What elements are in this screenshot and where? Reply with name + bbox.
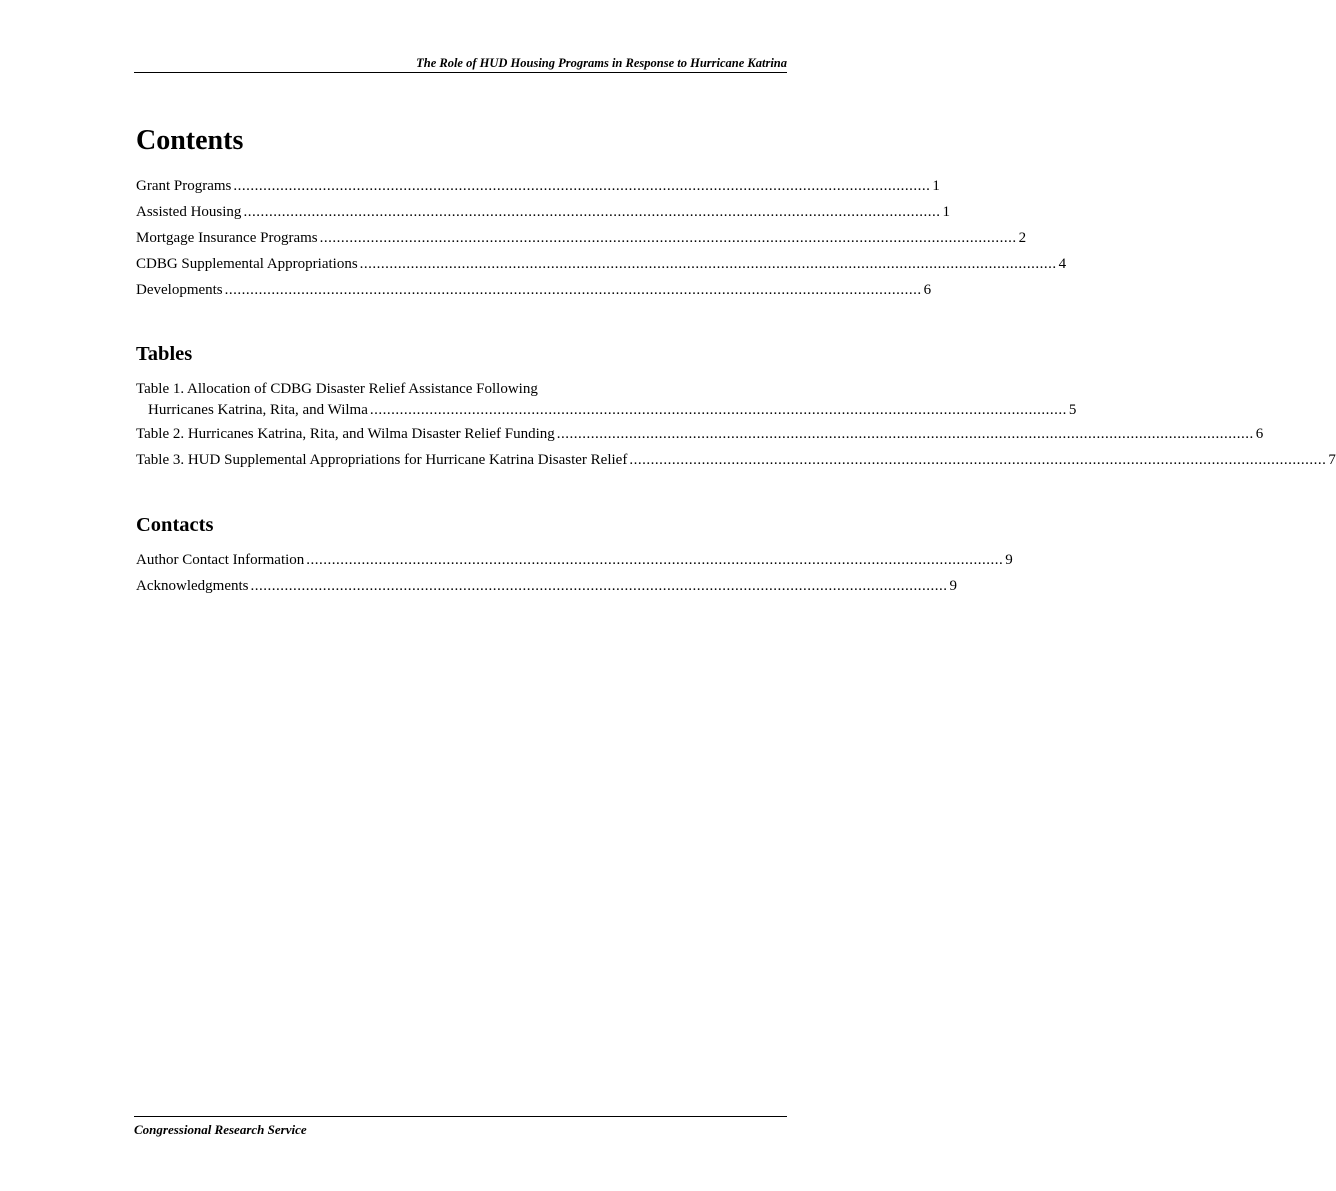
- toc-entry-page: 4: [1058, 256, 1067, 272]
- contents-heading: Contents: [136, 125, 244, 156]
- toc-entry-table-1[interactable]: [136, 380, 1077, 421]
- toc-entry-developments[interactable]: [136, 277, 932, 303]
- toc-entry-table-2[interactable]: [136, 421, 1264, 447]
- running-header: [134, 54, 787, 73]
- toc-entry-page: 6: [1255, 426, 1264, 442]
- toc-leader-dots: ....................................................................................................................................................................: [629, 452, 1327, 468]
- toc-leader-dots: ....................................................................................................................................................................: [369, 402, 1067, 418]
- toc-leader-dots: ....................................................................................................................................................................: [359, 256, 1057, 272]
- footer-publisher: Congressional Research Service: [134, 1122, 307, 1137]
- toc-entry-author-contact[interactable]: [136, 547, 1013, 573]
- toc-entry-page: 9: [1005, 552, 1013, 568]
- toc-entry-label: Table 2. Hurricanes Katrina, Rita, and Wilma Disaster Relief Funding: [136, 426, 555, 442]
- toc-entry-grant-programs[interactable]: [136, 173, 940, 199]
- toc-leader-dots: ....................................................................................................................................................................: [224, 282, 922, 298]
- toc-entry-label: Developments: [136, 282, 223, 298]
- toc-leader-dots: ....................................................................................................................................................................: [556, 426, 1254, 442]
- tables-heading: Tables: [136, 343, 193, 365]
- contacts-list: [136, 547, 1013, 599]
- toc-entry-label: Mortgage Insurance Programs: [136, 230, 318, 246]
- toc-entry-label: Table 3. HUD Supplemental Appropriations for Hurricane Katrina Disaster Relief: [136, 452, 628, 468]
- toc-leader-dots: ....................................................................................................................................................................: [306, 552, 1004, 568]
- toc-entry-label: Author Contact Information: [136, 552, 305, 568]
- toc-entry-cdbg-supplemental[interactable]: [136, 251, 1067, 277]
- toc-entry-page: 6: [923, 282, 932, 298]
- toc-entry-label-line1: Table 1. Allocation of CDBG Disaster Relief Assistance Following: [136, 381, 538, 397]
- toc-entry-page: 9: [949, 578, 957, 594]
- toc-leader-dots: ....................................................................................................................................................................: [243, 204, 941, 220]
- toc-leader-dots: ....................................................................................................................................................................: [233, 178, 931, 194]
- toc-leader-dots: ....................................................................................................................................................................: [319, 230, 1017, 246]
- toc-entry-label-line2: Hurricanes Katrina, Rita, and Wilma: [148, 402, 368, 418]
- toc-entry-mortgage-insurance[interactable]: [136, 225, 1027, 251]
- toc-entry-page: 2: [1018, 230, 1027, 246]
- toc-leader-dots: ....................................................................................................................................................................: [250, 578, 948, 594]
- toc-entry-page: 1: [942, 204, 950, 220]
- toc-entry-label: Acknowledgments: [136, 578, 249, 594]
- toc-entry-page: 5: [1068, 402, 1077, 418]
- contents-list: [136, 173, 1067, 303]
- toc-entry-page: 1: [932, 178, 940, 194]
- toc-entry-page: 7: [1328, 452, 1336, 468]
- toc-entry-assisted-housing[interactable]: [136, 199, 950, 225]
- toc-entry-label: CDBG Supplemental Appropriations: [136, 256, 358, 272]
- page-footer: [134, 1116, 787, 1139]
- contacts-heading: Contacts: [136, 514, 214, 536]
- toc-entry-label: Assisted Housing: [136, 204, 242, 220]
- toc-entry-acknowledgments[interactable]: [136, 573, 957, 599]
- toc-entry-label: Grant Programs: [136, 178, 232, 194]
- toc-entry-table-3[interactable]: [136, 447, 1336, 473]
- tables-list: [136, 380, 1336, 473]
- running-header-title: The Role of HUD Housing Programs in Response to Hurricane Katrina: [416, 56, 787, 70]
